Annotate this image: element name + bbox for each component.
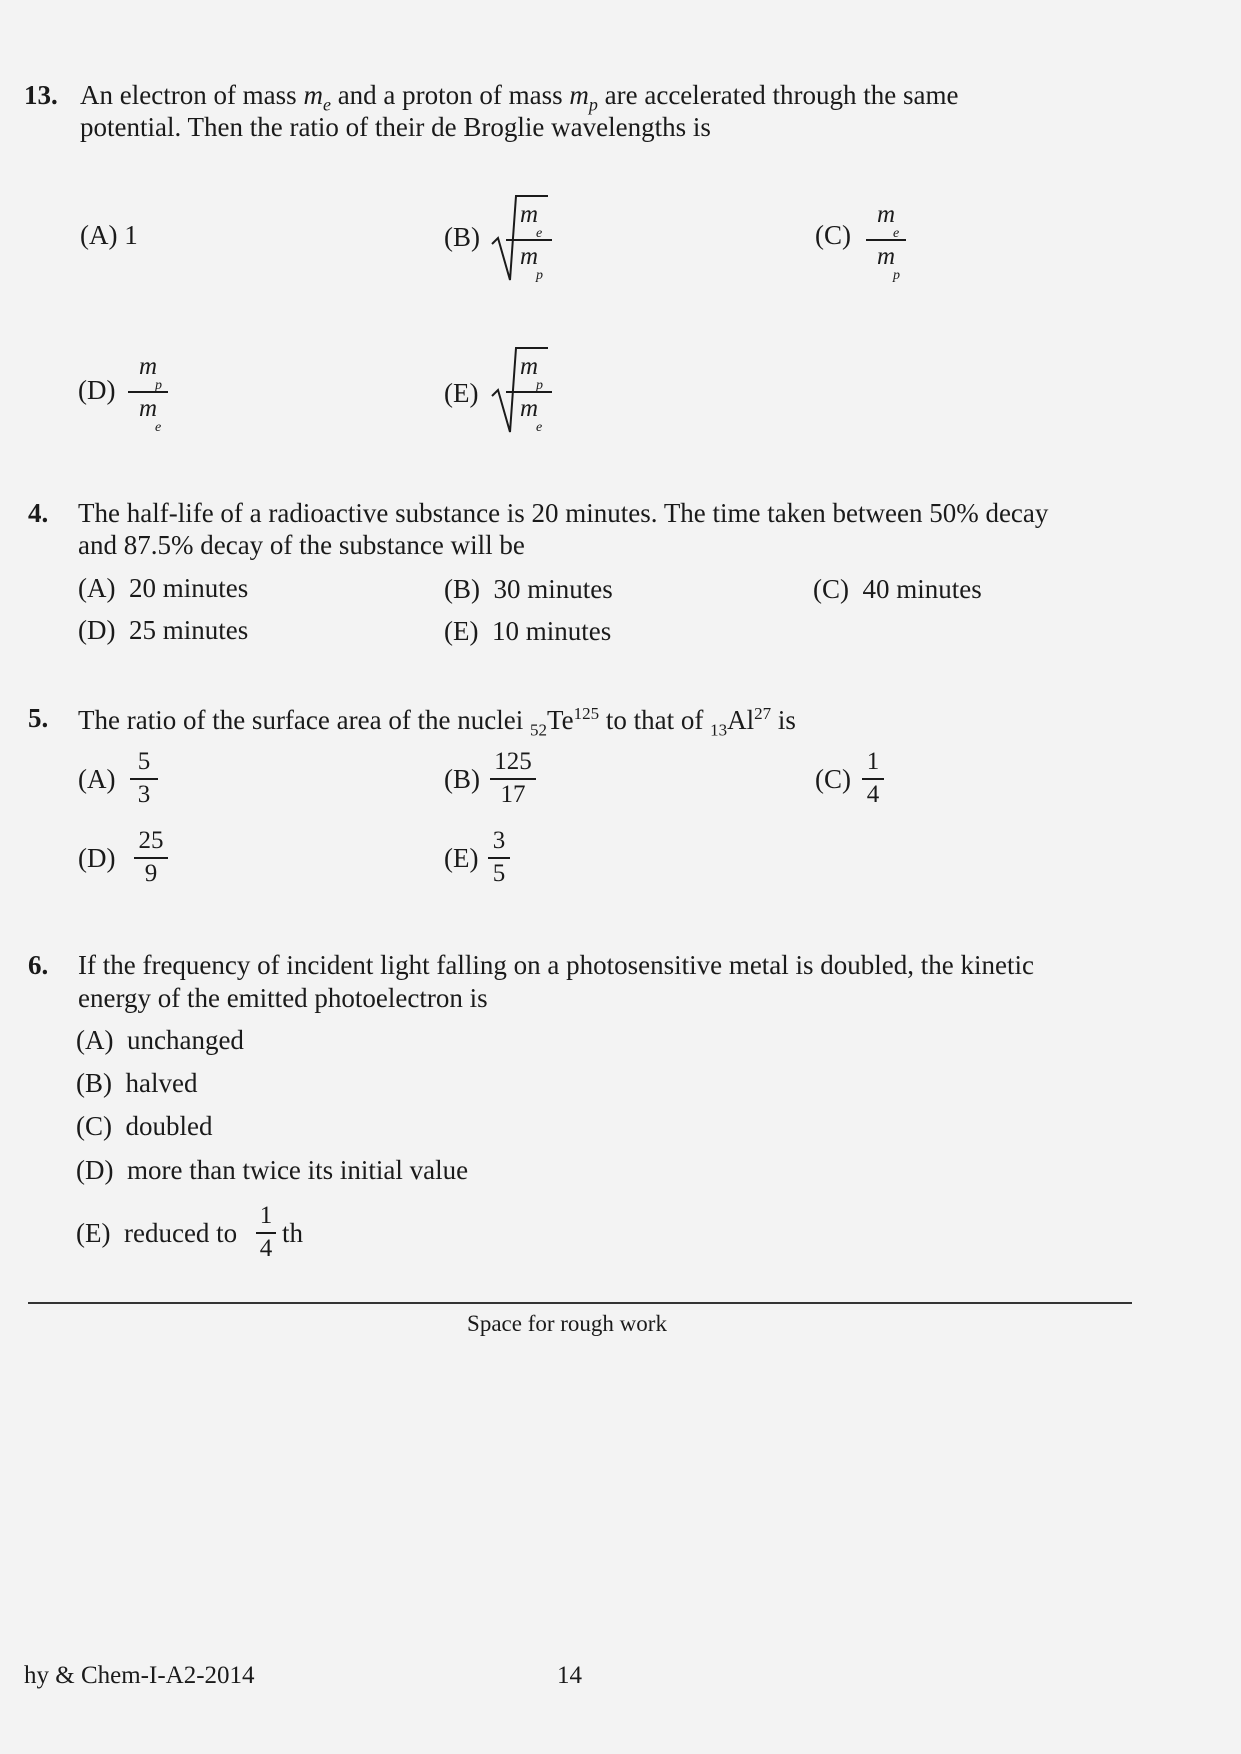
- rough-work-label: Space for rough work: [467, 1311, 667, 1336]
- page-number: 14: [557, 1662, 582, 1689]
- m-p-symbol: $m_p$: [569, 80, 598, 115]
- question-13-number: 13.: [24, 80, 58, 110]
- question-4-text: The half-life of a radioactive substance is 20 minutes. The time taken between 50% decay: [78, 498, 1049, 528]
- q13-d-fraction: m p m e: [128, 354, 168, 434]
- question-6-text-line2: energy of the emitted photoelectron is: [78, 983, 488, 1013]
- q4-option-a: (A) 20 minutes: [78, 573, 249, 603]
- q5-option-b-label: (B): [444, 764, 480, 794]
- q6-option-b: (B) halved: [76, 1068, 198, 1098]
- question-4-text-line2: and 87.5% decay of the substance will be: [78, 530, 525, 560]
- q5-b-fraction: 125 17: [490, 749, 536, 809]
- q6-e-fraction: 1 4: [256, 1203, 276, 1263]
- question-13-text: An electron of mass $m_e$ and a proton of mass $m_p$ are accelerated through the same: [80, 80, 959, 115]
- q4-option-e: (E) 10 minutes: [444, 616, 612, 646]
- q6-option-a: (A) unchanged: [76, 1025, 244, 1055]
- q5-a-fraction: 5 3: [130, 749, 158, 809]
- footer-code: hy & Chem-I-A2-2014: [24, 1662, 255, 1689]
- m-e-symbol: $m_e$: [303, 80, 331, 115]
- q13-e-fraction: m p m e: [506, 354, 552, 434]
- q6-option-e: (E) reduced to: [76, 1218, 238, 1248]
- q13-option-b-label: (B): [444, 222, 480, 252]
- q5-e-fraction: 3 5: [488, 828, 510, 888]
- q4-option-d: (D) 25 minutes: [78, 615, 249, 645]
- q4-option-b: (B) 30 minutes: [444, 574, 613, 604]
- q13-option-c-label: (C): [815, 220, 851, 250]
- question-5-number: 5.: [28, 703, 49, 733]
- question-6-number: 6.: [28, 950, 49, 980]
- q13-option-e-label: (E): [444, 378, 479, 408]
- divider: [28, 1302, 1132, 1304]
- question-5-text: The ratio of the surface area of the nuclei $_{52}Te^{125}$ to that of $_{13}Al^{27}$ is: [78, 704, 796, 740]
- q5-option-c-label: (C): [815, 764, 851, 794]
- q5-option-d-label: (D): [78, 843, 116, 873]
- q6-option-e-suffix: th: [282, 1218, 304, 1248]
- question-6-text: If the frequency of incident light falling on a photosensitive metal is doubled, the kinetic: [78, 950, 1034, 980]
- q13-option-a: (A) 1: [80, 220, 138, 250]
- q5-d-fraction: 25 9: [134, 828, 168, 888]
- question-13-text-line2: potential. Then the ratio of their de Broglie wavelengths is: [80, 112, 711, 142]
- q6-option-c: (C) doubled: [76, 1111, 213, 1141]
- q13-option-d-label: (D): [78, 375, 116, 405]
- q5-c-fraction: 1 4: [862, 749, 884, 809]
- question-4-number: 4.: [28, 498, 49, 528]
- q13-c-fraction: m e m p: [866, 202, 906, 282]
- q4-option-c: (C) 40 minutes: [813, 574, 982, 604]
- q6-option-d: (D) more than twice its initial value: [76, 1155, 469, 1185]
- q13-b-fraction: m e m p: [506, 202, 552, 282]
- q5-option-a-label: (A): [78, 764, 116, 794]
- q5-option-e-label: (E): [444, 843, 479, 873]
